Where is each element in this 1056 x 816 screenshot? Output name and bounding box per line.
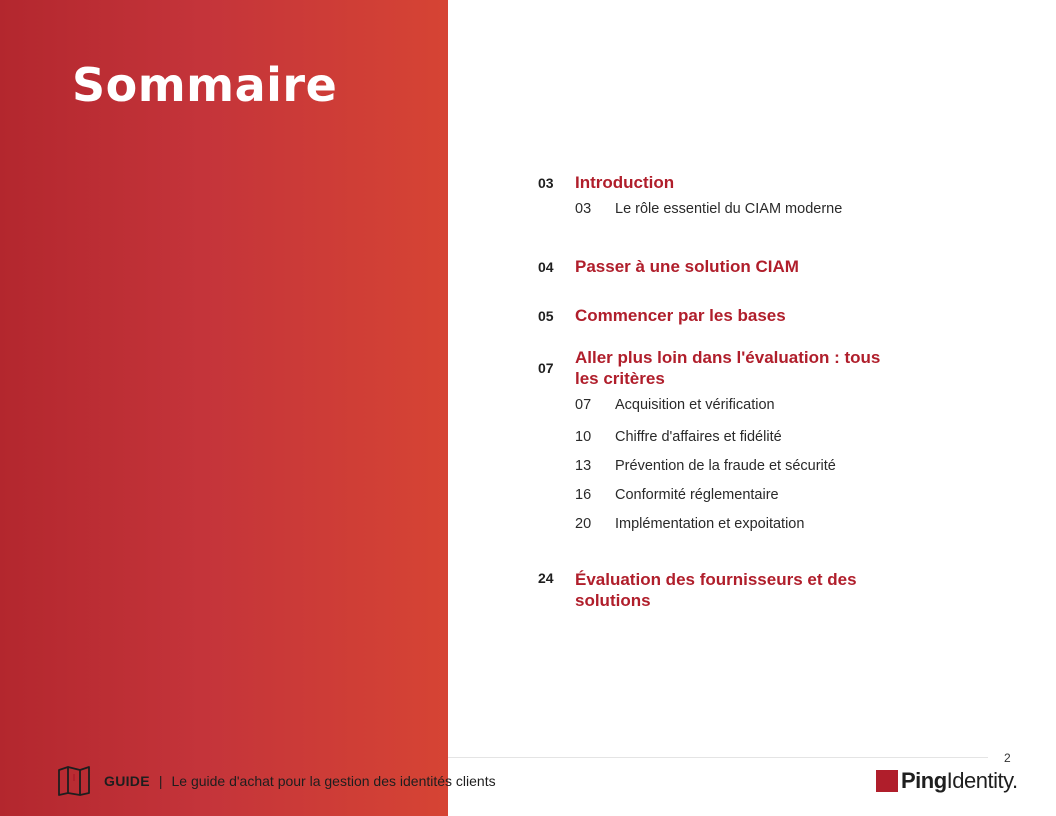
footer-subtitle: Le guide d'achat pour la gestion des identités clients [171,773,496,789]
toc-entry-number: 04 [538,259,554,275]
logo-ping: Ping [901,768,947,793]
toc-entry-number: 05 [538,308,554,324]
toc-sub-number: 13 [575,458,592,474]
logo-square-icon [876,770,898,792]
toc-sub-number: 03 [575,201,592,217]
toc-sub-label[interactable]: Chiffre d'affaires et fidélité [615,429,782,445]
ping-identity-logo [876,768,1026,796]
toc-sub-number: 07 [575,397,592,413]
toc-entry-number: 24 [538,570,554,586]
footer-divider [448,757,988,758]
footer-guide-label: GUIDE [104,773,150,789]
toc-sub-label[interactable]: Acquisition et vérification [615,397,775,413]
toc-entry-title[interactable]: Passer à une solution CIAM [575,257,799,276]
logo-wordmark [901,768,1018,794]
toc-sub-label[interactable]: Prévention de la fraude et sécurité [615,458,836,474]
logo-dot: . [1011,768,1018,793]
page-number: 2 [1004,751,1011,765]
toc-sub-number: 10 [575,429,592,445]
toc-sub-item [575,487,915,503]
toc-entry-title[interactable]: Évaluation des fournisseurs et des solutions [575,570,857,610]
page-title: Sommaire [72,58,338,112]
footer-document-label [104,773,496,789]
toc-entry-number: 03 [538,175,554,191]
toc-entry-title[interactable]: Commencer par les bases [575,306,786,325]
toc-sub-label[interactable]: Conformité réglementaire [615,487,779,503]
toc-entry-title[interactable]: Aller plus loin dans l'évaluation : tous les critères [575,348,881,388]
toc-entry-title[interactable]: Introduction [575,173,675,192]
logo-identity: Identity [946,768,1012,793]
toc-entry-number: 07 [538,360,554,376]
toc-sub-item [575,458,915,474]
toc-sub-item [575,201,915,217]
toc-sub-item [575,429,915,445]
toc-sub-number: 20 [575,516,592,532]
red-side-panel [0,0,448,816]
toc-sub-item [575,516,915,532]
book-icon [57,766,91,796]
footer-separator: | [158,773,163,789]
toc-sub-label[interactable]: Le rôle essentiel du CIAM moderne [615,201,843,217]
toc-sub-item [575,397,915,413]
toc-sub-number: 16 [575,487,592,503]
toc-sub-label[interactable]: Implémentation et expoitation [615,516,805,532]
